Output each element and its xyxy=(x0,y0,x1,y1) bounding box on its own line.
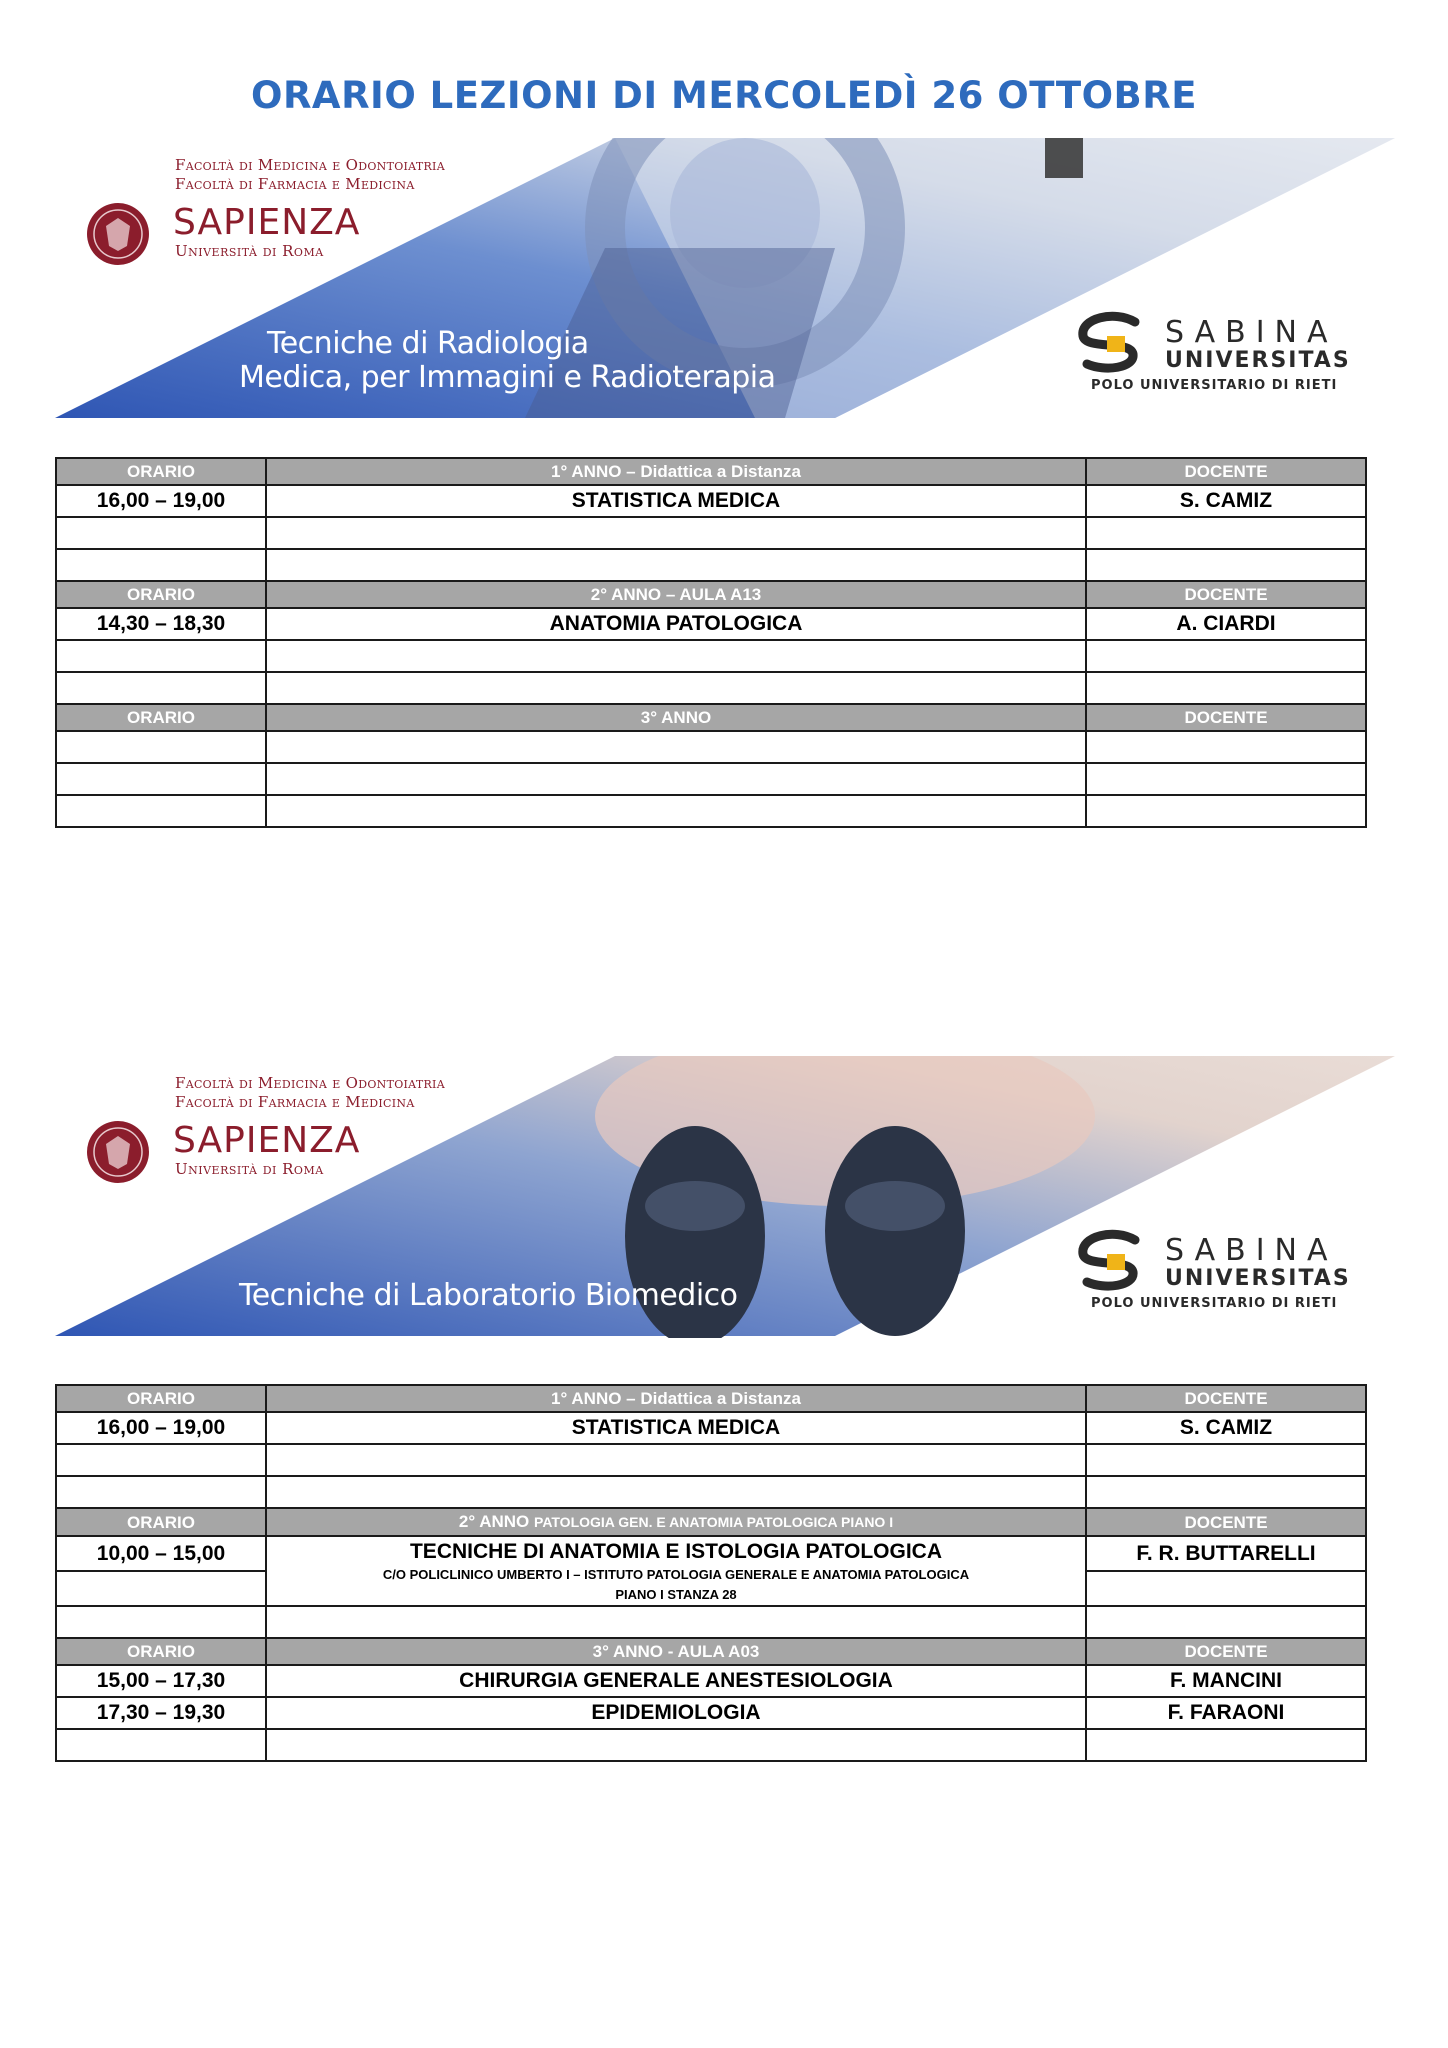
faculty-line2: Facoltà di Farmacia e Medicina xyxy=(175,1093,415,1111)
table-row-empty xyxy=(56,549,1366,581)
table-row-empty xyxy=(56,517,1366,549)
page-title: ORARIO LEZIONI DI MERCOLEDÌ 26 OTTOBRE xyxy=(250,74,1198,117)
header-orario: ORARIO xyxy=(56,581,266,608)
sapienza-seal-icon xyxy=(85,1114,155,1194)
header-anno: 1° ANNO – Didattica a Distanza xyxy=(266,1385,1086,1412)
table-row xyxy=(56,485,1366,517)
header-anno: 2° ANNO – AULA A13 xyxy=(266,581,1086,608)
faculty-line1: Facoltà di Medicina e Odontoiatria xyxy=(175,1074,445,1092)
schedule-table-laboratorio xyxy=(55,1384,1367,1762)
table-header-row xyxy=(56,1638,1366,1665)
header-anno: 3° ANNO xyxy=(266,704,1086,731)
header-anno-main: 2° ANNO xyxy=(458,1512,530,1531)
table-row-empty xyxy=(56,640,1366,672)
header-orario: ORARIO xyxy=(56,458,266,485)
cell-orario: 17,30 – 19,30 xyxy=(56,1697,266,1729)
table-header-row xyxy=(56,1508,1366,1536)
cell-corso: CHIRURGIA GENERALE ANESTESIOLOGIA xyxy=(266,1665,1086,1697)
cell-corso: ANATOMIA PATOLOGICA xyxy=(266,608,1086,640)
sapienza-seal-icon xyxy=(85,196,155,276)
table-row xyxy=(56,1665,1366,1697)
cell-docente: S. CAMIZ xyxy=(1086,1412,1366,1444)
course-title-line2: Medica, per Immagini e Radioterapia xyxy=(239,360,776,395)
sabina-title: SABINA xyxy=(1165,1233,1338,1268)
table-row-empty xyxy=(56,1606,1366,1638)
header-docente: DOCENTE xyxy=(1086,458,1366,485)
course-title-line1: Tecniche di Laboratorio Biomedico xyxy=(239,1278,738,1313)
cell-orario: 16,00 – 19,00 xyxy=(56,1412,266,1444)
header-anno-detail: PATOLOGIA GEN. E ANATOMIA PATOLOGICA PIANO I xyxy=(534,1514,894,1530)
course-title-line1: Tecniche di Radiologia xyxy=(267,326,589,361)
banner-laboratorio xyxy=(55,1056,1395,1336)
sabina-title: SABINA xyxy=(1165,315,1338,350)
table-header-row xyxy=(56,1385,1366,1412)
table-row-empty xyxy=(56,1444,1366,1476)
course-name: TECNICHE DI ANATOMIA E ISTOLOGIA PATOLOGICA xyxy=(409,1540,942,1563)
cell-orario: 16,00 – 19,00 xyxy=(56,485,266,517)
sabina-subtitle: UNIVERSITAS xyxy=(1165,348,1351,373)
table-header-row xyxy=(56,581,1366,608)
table-row-empty xyxy=(56,672,1366,704)
sabina-subtitle: UNIVERSITAS xyxy=(1165,1266,1351,1291)
sabina-polo: POLO UNIVERSITARIO DI RIETI xyxy=(1091,1296,1338,1311)
university-sub: Università di Roma xyxy=(175,242,324,260)
cell-docente: A. CIARDI xyxy=(1086,608,1366,640)
table-row-empty xyxy=(56,1729,1366,1761)
header-docente: DOCENTE xyxy=(1086,1385,1366,1412)
table-row xyxy=(56,1697,1366,1729)
cell-orario: 10,00 – 15,00 xyxy=(56,1536,266,1571)
university-name: SAPIENZA xyxy=(173,202,361,243)
table-header-row xyxy=(56,458,1366,485)
sabina-logo-icon xyxy=(1075,310,1150,380)
cell-orario: 14,30 – 18,30 xyxy=(56,608,266,640)
header-orario: ORARIO xyxy=(56,1638,266,1665)
faculty-line1: Facoltà di Medicina e Odontoiatria xyxy=(175,156,445,174)
cell-corso xyxy=(266,1536,1086,1606)
schedule-table-radiologia xyxy=(55,457,1367,828)
faculty-line2: Facoltà di Farmacia e Medicina xyxy=(175,175,415,193)
sabina-polo: POLO UNIVERSITARIO DI RIETI xyxy=(1091,378,1338,393)
cell-corso: EPIDEMIOLOGIA xyxy=(266,1697,1086,1729)
table-row-empty xyxy=(56,763,1366,795)
cell-docente: F. FARAONI xyxy=(1086,1697,1366,1729)
sabina-logo-icon xyxy=(1075,1228,1150,1298)
header-docente: DOCENTE xyxy=(1086,581,1366,608)
cell-corso: STATISTICA MEDICA xyxy=(266,1412,1086,1444)
cell-docente: F. MANCINI xyxy=(1086,1665,1366,1697)
course-location-line2: PIANO I STANZA 28 xyxy=(615,1587,737,1602)
table-row-empty xyxy=(56,1476,1366,1508)
header-anno xyxy=(266,1508,1086,1536)
cell-docente: S. CAMIZ xyxy=(1086,485,1366,517)
table-row xyxy=(56,1412,1366,1444)
banner-radiologia xyxy=(55,138,1395,418)
table-header-row xyxy=(56,704,1366,731)
course-location-line1: C/O POLICLINICO UMBERTO I – ISTITUTO PATOLOGIA GENERALE E ANATOMIA PATOLOGICA xyxy=(382,1567,970,1582)
header-orario: ORARIO xyxy=(56,1385,266,1412)
header-docente: DOCENTE xyxy=(1086,704,1366,731)
university-name: SAPIENZA xyxy=(173,1120,361,1161)
cell-orario: 15,00 – 17,30 xyxy=(56,1665,266,1697)
header-docente: DOCENTE xyxy=(1086,1638,1366,1665)
table-row xyxy=(56,608,1366,640)
cell-corso: STATISTICA MEDICA xyxy=(266,485,1086,517)
cell-docente: F. R. BUTTARELLI xyxy=(1086,1536,1366,1571)
university-sub: Università di Roma xyxy=(175,1160,324,1178)
table-row-empty xyxy=(56,795,1366,827)
header-anno: 3° ANNO - AULA A03 xyxy=(266,1638,1086,1665)
table-row xyxy=(56,1536,1366,1571)
table-row-empty xyxy=(56,731,1366,763)
header-docente: DOCENTE xyxy=(1086,1508,1366,1536)
header-orario: ORARIO xyxy=(56,1508,266,1536)
header-anno: 1° ANNO – Didattica a Distanza xyxy=(266,458,1086,485)
header-orario: ORARIO xyxy=(56,704,266,731)
